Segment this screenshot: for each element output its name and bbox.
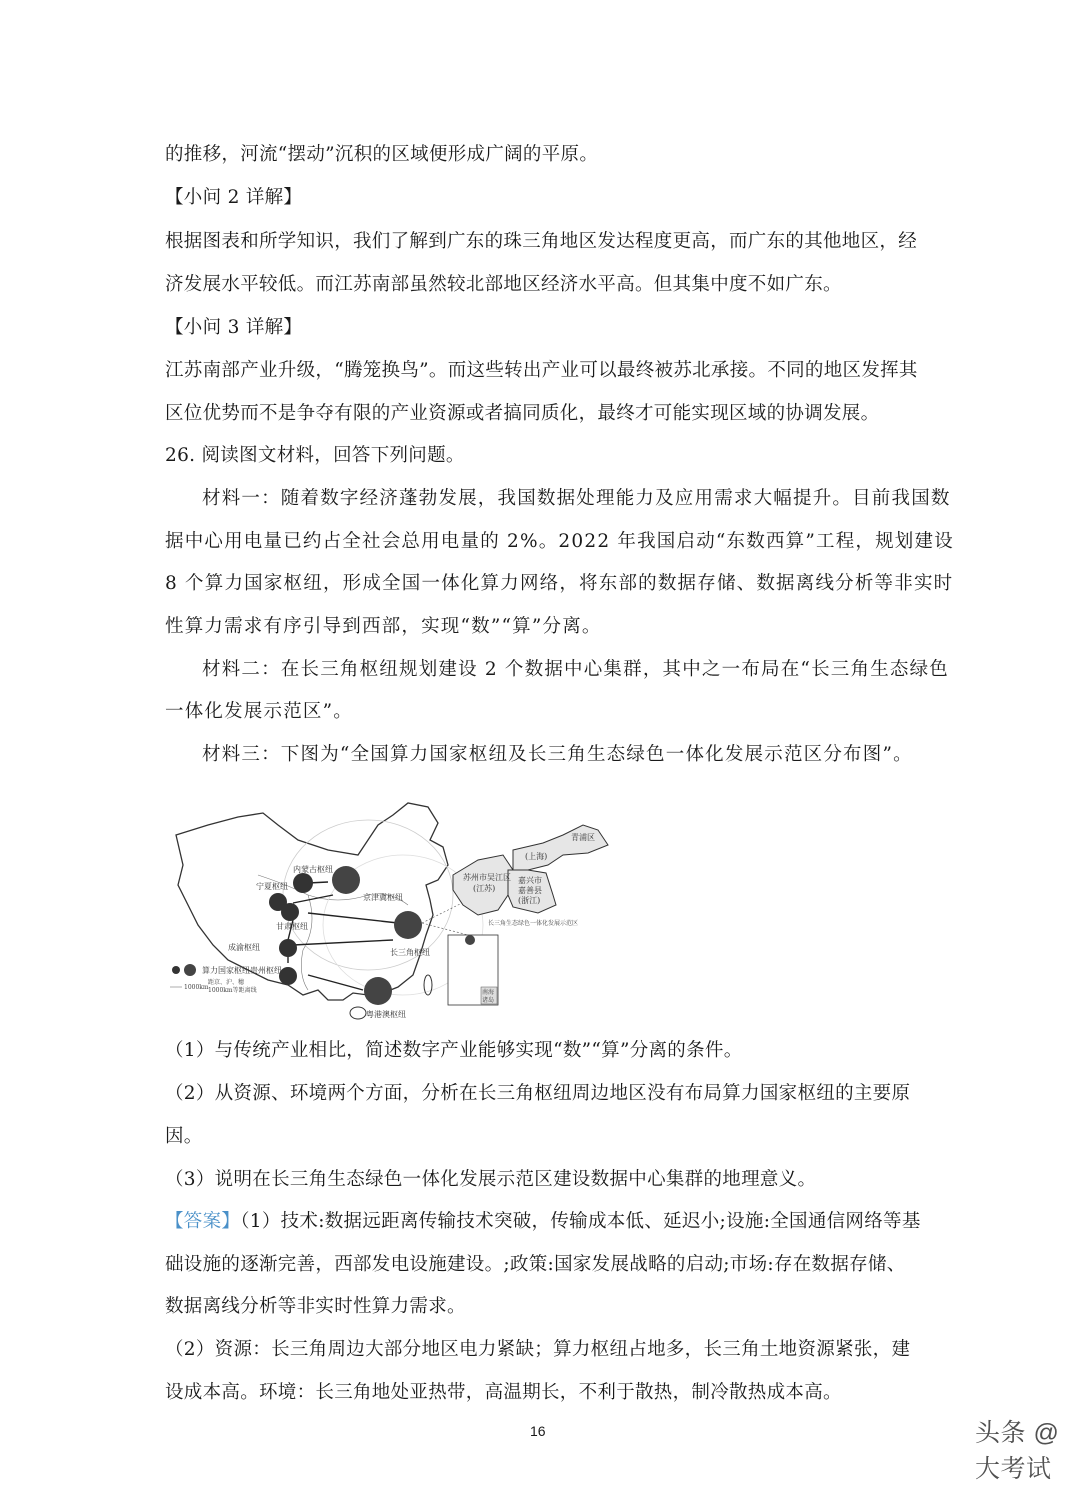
- answer-line: 设成本高。环境：长三角地处亚热带，高温期长，不利于散热，制冷散热成本高。: [165, 1382, 842, 1403]
- paragraph-line: 江苏南部产业升级，“腾笼换鸟”。而这些转出产业可以最终被苏北承接。不同的地区发挥其: [165, 360, 918, 381]
- hainan-island: [350, 1007, 366, 1019]
- hub-label-gansu: 甘肃枢纽: [276, 922, 308, 931]
- material-three-line: 材料三：下图为“全国算力国家枢纽及长三角生态绿色一体化发展示范区分布图”。: [202, 744, 913, 765]
- inset-label-jiaxing: 嘉兴市: [518, 876, 542, 885]
- answer-line: （2）资源：长三角周边大部分地区电力紧缺；算力枢纽占地多，长三角土地资源紧张，建: [165, 1339, 911, 1360]
- inset-label-suzhou: 苏州市吴江区: [463, 873, 511, 882]
- material-two-line: 材料二：在长三角枢纽规划建设 2 个数据中心集群，其中之一布局在“长三角生态绿色: [202, 659, 949, 680]
- inset-label-zhejiang: (浙江): [518, 896, 541, 905]
- watermark: 头条 @大考试: [975, 1419, 1060, 1483]
- section-heading-q3: 【小问 3 详解】: [165, 317, 303, 338]
- hub-label-neimenggu: 内蒙古枢纽: [293, 865, 333, 874]
- material-one-line: 8 个算力国家枢纽，形成全国一体化算力网络，将东部的数据存储、数据离线分析等非实时: [165, 573, 954, 594]
- answer-tag: 【答案】: [165, 1211, 241, 1232]
- flow-arrow: [308, 975, 363, 990]
- legend-hub-large-icon: [184, 964, 196, 976]
- paragraph-line: 根据图表和所学知识，我们了解到广东的珠三角地区发达程度更高，而广东的其他地区，经: [165, 231, 918, 252]
- flow-arrow: [293, 895, 333, 903]
- legend-hub-label: 算力国家枢纽: [202, 966, 250, 975]
- sub-question-3: （3）说明在长三角生态绿色一体化发展示范区建设数据中心集群的地理意义。: [165, 1169, 817, 1190]
- hub-gansu-marker: [281, 903, 299, 921]
- hub-label-jingjinji: 京津冀枢纽: [363, 893, 403, 902]
- hub-label-guizhou: 贵州枢纽: [250, 966, 282, 975]
- material-one-line: 材料一：随着数字经济蓬勃发展，我国数据处理能力及应用需求大幅提升。目前我国数: [202, 488, 951, 509]
- hub-label-changsanjiao: 长三角枢纽: [390, 948, 430, 957]
- inset-hub-marker: [465, 935, 475, 945]
- hub-neimenggu-marker: [293, 873, 313, 893]
- page-number: 16: [530, 1423, 546, 1439]
- answer-line: 础设施的逐渐完善，西部发电设施建设。;政策:国家发展战略的启动;市场:存在数据存储、: [165, 1254, 906, 1275]
- sub-question-2-cont: 因。: [165, 1126, 203, 1147]
- nanhai-label: 南海: [482, 989, 495, 996]
- flow-arrow: [308, 913, 398, 923]
- hub-changsanjiao-marker: [394, 911, 422, 939]
- legend-distance-tick: 1000km: [184, 984, 209, 991]
- material-one-line: 据中心用电量已约占全社会总用电量的 2%。2022 年我国启动“东数西算”工程，规划建设: [165, 531, 954, 552]
- inset-caption: 长三角生态绿色一体化发展示范区: [488, 920, 579, 927]
- material-one-line: 性算力需求有序引导到西部，实现“数”“算”分离。: [165, 616, 602, 637]
- legend-distance-label: 距京、沪、穗: [208, 979, 245, 986]
- hub-chengyu-marker: [279, 939, 297, 957]
- hub-yuegangao-marker: [364, 977, 392, 1005]
- material-two-line: 一体化发展示范区”。: [165, 701, 353, 722]
- hub-label-chengyu: 成渝枢纽: [228, 943, 260, 952]
- section-heading-q2: 【小问 2 详解】: [165, 187, 303, 208]
- sub-question-2: （2）从资源、环境两个方面，分析在长三角枢纽周边地区没有布局算力国家枢纽的主要原: [165, 1083, 911, 1104]
- demo-zone-shanghai: [513, 825, 608, 870]
- hub-label-yuegangao: 粤港澳枢纽: [366, 1010, 406, 1019]
- hub-jingjinji-marker: [332, 866, 360, 894]
- hub-label-ningxia: 宁夏枢纽: [256, 882, 288, 891]
- question-title: 26. 阅读图文材料，回答下列问题。: [165, 445, 465, 466]
- inset-connector: [422, 900, 468, 923]
- computing-hub-map: [168, 795, 648, 1023]
- flow-arrow: [293, 940, 393, 945]
- paragraph-line: 济发展水平较低。而江苏南部虽然较北部地区经济水平高。但其集中度不如广东。: [165, 274, 842, 295]
- paragraph-line: 区位优势而不是争夺有限的产业资源或者搞同质化，最终才可能实现区域的协调发展。: [165, 403, 880, 424]
- inset-label-shanghai: (上海): [525, 852, 548, 861]
- paragraph-line: 的推移，河流“摆动”沉积的区域便形成广阔的平原。: [165, 144, 599, 165]
- legend-hub-small-icon: [172, 966, 180, 974]
- answer-line: [165, 1207, 921, 1233]
- inset-label-jiashan: 嘉善县: [518, 886, 542, 895]
- sub-question-1: （1）与传统产业相比，简述数字产业能够实现“数”“算”分离的条件。: [165, 1040, 743, 1061]
- legend-distance-label: 1000km等距离线: [208, 987, 257, 994]
- answer-line: 数据离线分析等非实时性算力需求。: [165, 1296, 466, 1317]
- inset-label-jiangsu: (江苏): [473, 884, 496, 893]
- answer-text: （1）技术:数据远距离传输技术突破，传输成本低、延迟小;设施:全国通信网络等基: [240, 1211, 921, 1232]
- nanhai-label: 诸岛: [482, 997, 495, 1004]
- inset-label-qingpu: 青浦区: [571, 833, 595, 842]
